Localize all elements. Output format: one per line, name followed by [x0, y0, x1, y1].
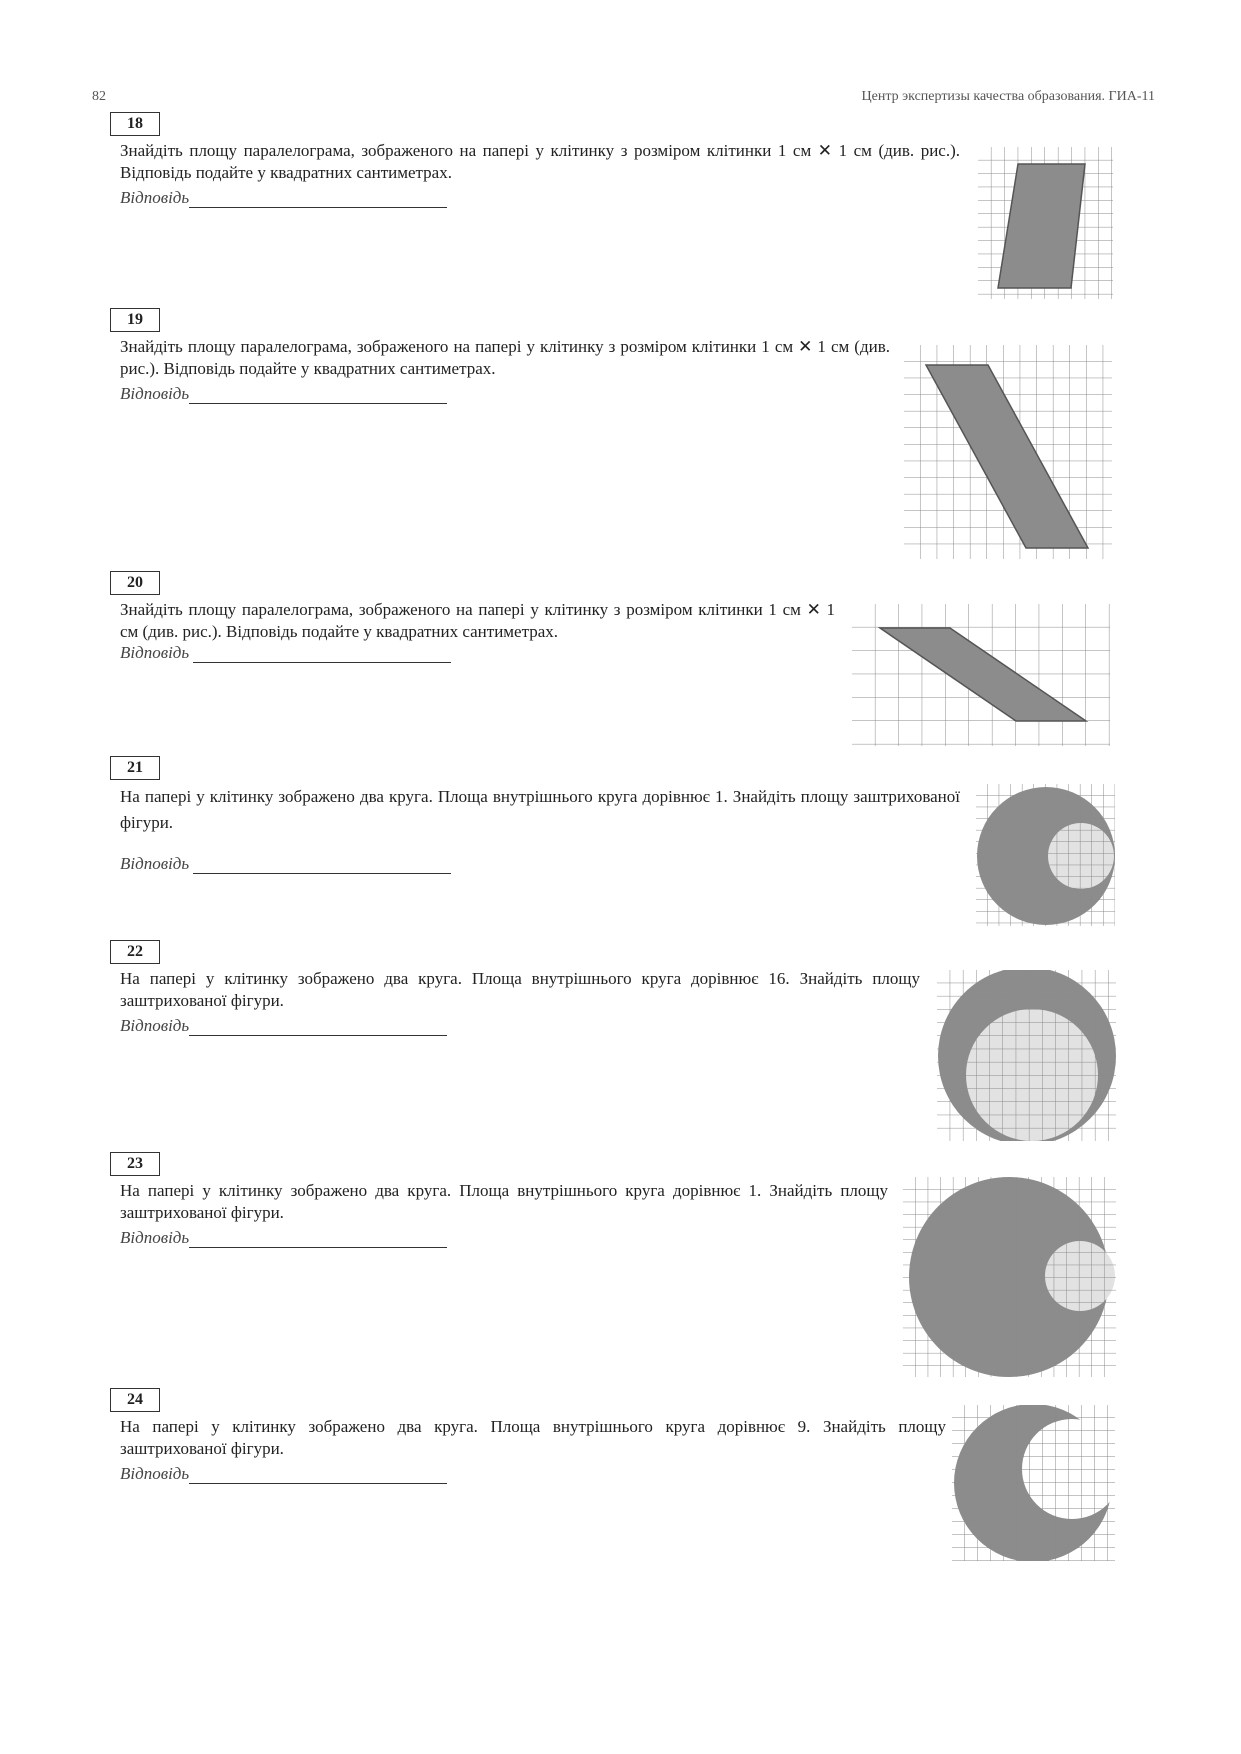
answer-field[interactable] [120, 1464, 447, 1484]
answer-line[interactable] [189, 1017, 447, 1036]
figure-24-circles [952, 1405, 1115, 1561]
answer-label: Відповідь [120, 1464, 190, 1483]
task-text: На папері у клітинку зображено два круга. Площа внутрішнього круга дорівнює 9. Знайдіть площу заштрихованої фігури. [120, 1417, 946, 1458]
answer-label: Відповідь [120, 854, 190, 873]
answer-label: Відповідь [120, 188, 190, 207]
task-number: 20 [110, 571, 160, 595]
task-24 [110, 1388, 946, 1588]
page-number: 82 [92, 89, 106, 104]
answer-line[interactable] [193, 855, 451, 874]
answer-label: Відповідь [120, 384, 190, 403]
task-text: На папері у клітинку зображено два круга. Площа внутрішнього круга дорівнює 16. Знайдіть площу заштрихованої фігури. [120, 969, 920, 1010]
answer-field[interactable] [120, 188, 447, 208]
task-number: 24 [110, 1388, 160, 1412]
figure-22-circles [937, 970, 1116, 1141]
figure-21-circles [976, 784, 1115, 926]
task-19 [110, 308, 890, 528]
figure-19-parallelogram [904, 345, 1112, 559]
answer-field[interactable] [120, 1016, 447, 1036]
task-text: На папері у клітинку зображено два круга. Площа внутрішнього круга дорівнює 1. Знайдіть площу заштрихованої фігури. [120, 1181, 888, 1222]
task-number: 18 [110, 112, 160, 136]
answer-line[interactable] [189, 385, 447, 404]
figure-18-parallelogram [978, 147, 1113, 299]
answer-line[interactable] [189, 1465, 447, 1484]
running-header: Центр экспертизы качества образования. ГИА-11 [861, 89, 1155, 104]
task-23 [110, 1152, 888, 1352]
figure-23-circles [903, 1177, 1116, 1377]
answer-line[interactable] [193, 644, 451, 663]
figure-20-parallelogram [852, 604, 1110, 746]
answer-label: Відповідь [120, 1228, 190, 1247]
task-text: Знайдіть площу паралелограма, зображеного на папері у клітинку з розміром клітинки 1 см ✕ 1 см (див. рис.). Відповідь подайте у квадратних сантиметрах. [120, 337, 890, 378]
task-text: Знайдіть площу паралелограма, зображеного на папері у клітинку з розміром клітинки 1 см ✕ 1 см (див. рис.). Відповідь подайте у квадратних сантиметрах. [120, 141, 960, 182]
answer-field[interactable] [120, 384, 447, 404]
answer-line[interactable] [189, 189, 447, 208]
answer-label: Відповідь [120, 1016, 190, 1035]
answer-field[interactable] [120, 854, 451, 874]
task-text: На папері у клітинку зображено два круга. Площа внутрішнього круга дорівнює 1. Знайдіть площу заштрихованої фігури. [120, 787, 960, 832]
answer-label: Відповідь [120, 643, 190, 662]
task-number: 19 [110, 308, 160, 332]
task-18 [110, 112, 960, 302]
answer-field[interactable] [120, 1228, 447, 1248]
task-number: 21 [110, 756, 160, 780]
task-number: 22 [110, 940, 160, 964]
task-22 [110, 940, 920, 1140]
answer-line[interactable] [189, 1229, 447, 1248]
task-20 [110, 571, 835, 741]
task-text: Знайдіть площу паралелограма, зображеного на папері у клітинку з розміром клітинки 1 см ✕ 1 см (див. рис.). Відповідь подайте у квадратних сантиметрах. [120, 600, 835, 641]
task-21 [110, 756, 960, 926]
task-number: 23 [110, 1152, 160, 1176]
answer-field[interactable] [120, 643, 451, 663]
